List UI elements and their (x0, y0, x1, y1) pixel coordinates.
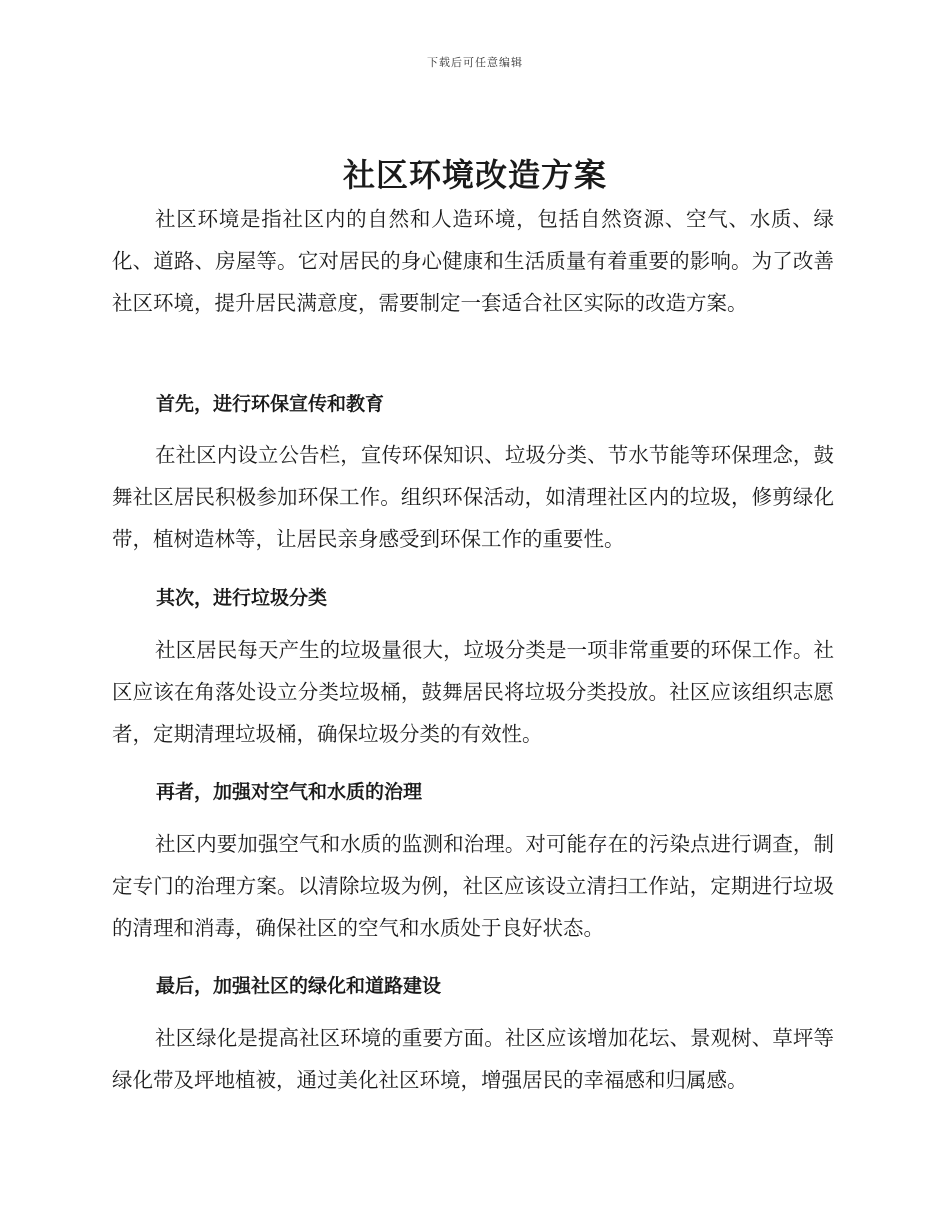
section-heading-4: 最后，加强社区的绿化和道路建设 (156, 975, 442, 997)
section-heading-3: 再者，加强对空气和水质的治理 (156, 781, 423, 803)
section-paragraph-4: 社区绿化是提高社区环境的重要方面。社区应该增加花坛、景观树、草坪等绿化带及坪地植被，通过美化社区环境，增强居民的幸福感和归属感。 (112, 1026, 834, 1092)
intro-paragraph: 社区环境是指社区内的自然和人造环境，包括自然资源、空气、水质、绿化、道路、房屋等。它对居民的身心健康和生活质量有着重要的影响。为了改善社区环境，提升居民满意度，需要制定一套适合社区实际的改造方案。 (112, 207, 834, 315)
section-paragraph-3: 社区内要加强空气和水质的监测和治理。对可能存在的污染点进行调查，制定专门的治理方案。以清除垃圾为例，社区应该设立清扫工作站，定期进行垃圾的清理和消毒，确保社区的空气和水质处于良好状态。 (112, 832, 834, 940)
header-note: 下载后可任意编辑 (427, 56, 523, 69)
section-heading-2: 其次，进行垃圾分类 (156, 587, 328, 609)
section-heading-1: 首先，进行环保宣传和教育 (156, 393, 385, 415)
section-paragraph-1: 在社区内设立公告栏，宣传环保知识、垃圾分类、节水节能等环保理念，鼓舞社区居民积极参加环保工作。组织环保活动，如清理社区内的垃圾，修剪绿化带，植树造林等，让居民亲身感受到环保工作的重要性。 (112, 443, 834, 551)
section-paragraph-2: 社区居民每天产生的垃圾量很大，垃圾分类是一项非常重要的环保工作。社区应该在角落处设立分类垃圾桶，鼓舞居民将垃圾分类投放。社区应该组织志愿者，定期清理垃圾桶，确保垃圾分类的有效性。 (112, 638, 834, 746)
document-title: 社区环境改造方案 (342, 156, 607, 194)
